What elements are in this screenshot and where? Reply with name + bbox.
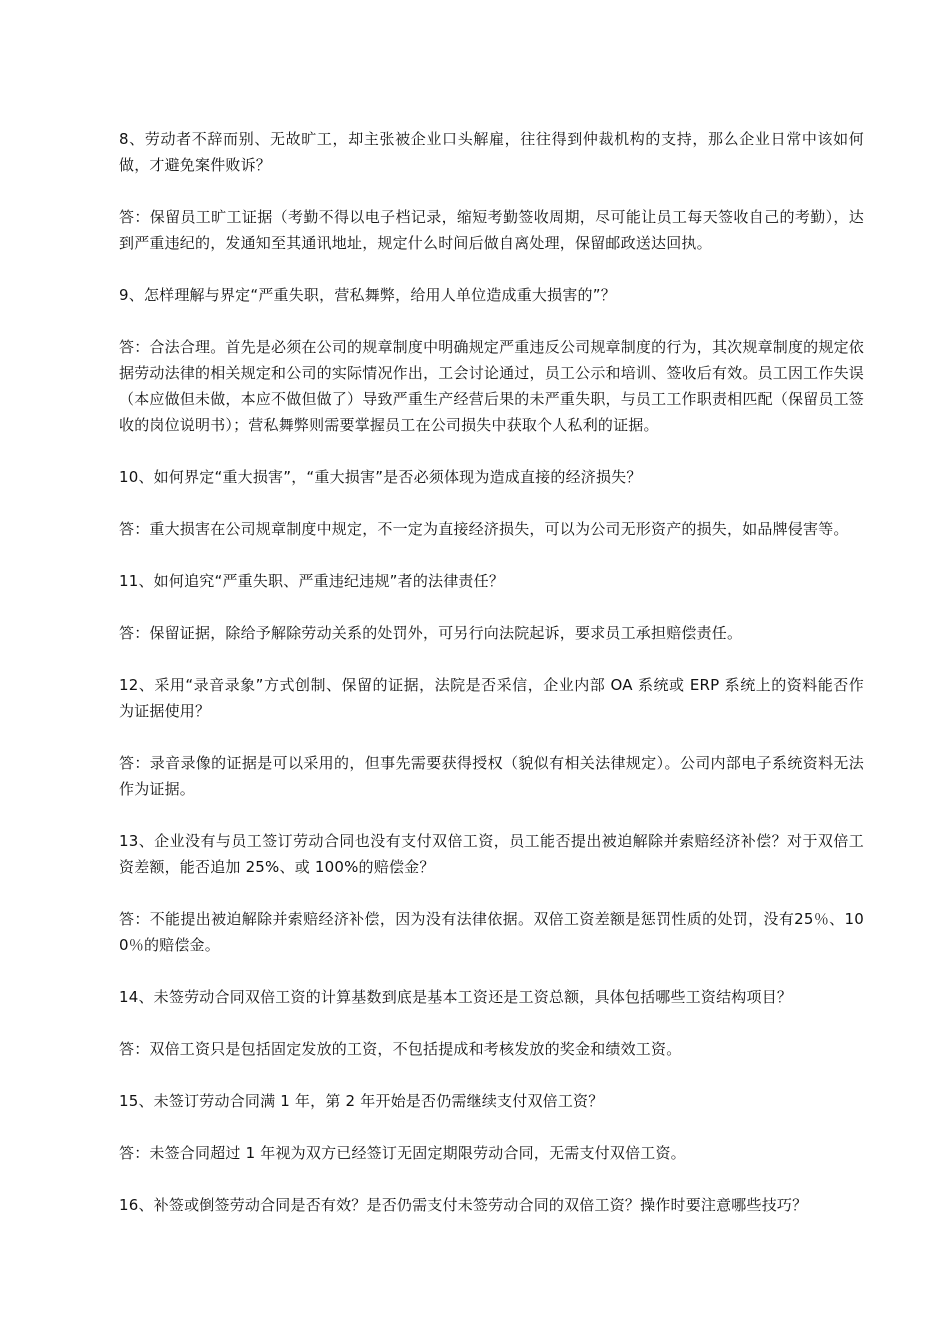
question-12: 12、采用“录音录象”方式创制、保留的证据，法院是否采信，企业内部 OA 系统或 ERP 系统上的资料能否作为证据使用？ bbox=[119, 676, 864, 720]
answer-11: 答：保留证据，除给予解除劳动关系的处罚外，可另行向法院起诉，要求员工承担赔偿责任。 bbox=[119, 624, 743, 642]
paragraph-gap bbox=[119, 880, 864, 906]
paragraph-gap bbox=[119, 1062, 864, 1088]
question-11: 11、如何追究“严重失职、严重违纪违规”者的法律责任？ bbox=[119, 572, 505, 590]
paragraph-gap bbox=[119, 1010, 864, 1036]
answer-12: 答：录音录像的证据是可以采用的，但事先需要获得授权（貌似有相关法律规定）。公司内部电子系统资料无法作为证据。 bbox=[119, 754, 864, 798]
answer-9: 答：合法合理。首先是必须在公司的规章制度中明确规定严重违反公司规章制度的行为，其次规章制度的规定依据劳动法律的相关规定和公司的实际情况作出，工会讨论通过，员工公示和培训、签收后有效。员工因工作失误（本应做但未做，本应不做但做了）导致严重生产经营后果的未严重失职，与员工工作职责相匹配（保留员工签收的岗位说明书）；营私舞弊则需要掌握员工在公司损失中获取个人私利的证据。 bbox=[119, 338, 864, 434]
paragraph-gap bbox=[119, 646, 864, 672]
paragraph-gap bbox=[119, 438, 864, 464]
paragraph-gap bbox=[119, 1114, 864, 1140]
paragraph-gap bbox=[119, 308, 864, 334]
paragraph-gap bbox=[119, 256, 864, 282]
document-body bbox=[119, 126, 864, 1218]
paragraph-gap bbox=[119, 490, 864, 516]
answer-15: 答：未签合同超过 1 年视为双方已经签订无固定期限劳动合同，无需支付双倍工资。 bbox=[119, 1144, 686, 1162]
paragraph-gap bbox=[119, 594, 864, 620]
paragraph-gap bbox=[119, 1166, 864, 1192]
question-10: 10、如何界定“重大损害”，“重大损害”是否必须体现为造成直接的经济损失？ bbox=[119, 468, 642, 486]
answer-13: 答：不能提出被迫解除并索赔经济补偿，因为没有法律依据。双倍工资差额是惩罚性质的处罚，没有25％、100％的赔偿金。 bbox=[119, 910, 864, 954]
paragraph-gap bbox=[119, 724, 864, 750]
answer-10: 答：重大损害在公司规章制度中规定，不一定为直接经济损失，可以为公司无形资产的损失，如品牌侵害等。 bbox=[119, 520, 849, 538]
question-14: 14、未签劳动合同双倍工资的计算基数到底是基本工资还是工资总额，具体包括哪些工资结构项目？ bbox=[119, 988, 793, 1006]
paragraph-gap bbox=[119, 178, 864, 204]
answer-14: 答：双倍工资只是包括固定发放的工资，不包括提成和考核发放的奖金和绩效工资。 bbox=[119, 1040, 682, 1058]
paragraph-gap bbox=[119, 958, 864, 984]
question-16: 16、补签或倒签劳动合同是否有效？是否仍需支付未签劳动合同的双倍工资？操作时要注意哪些技巧？ bbox=[119, 1196, 808, 1214]
question-13: 13、企业没有与员工签订劳动合同也没有支付双倍工资，员工能否提出被迫解除并索赔经济补偿？对于双倍工资差额，能否追加 25%、或 100%的赔偿金？ bbox=[119, 832, 864, 876]
answer-8: 答：保留员工旷工证据（考勤不得以电子档记录，缩短考勤签收周期，尽可能让员工每天签收自己的考勤），达到严重违纪的，发通知至其通讯地址，规定什么时间后做自离处理，保留邮政送达回执。 bbox=[119, 208, 864, 252]
paragraph-gap bbox=[119, 542, 864, 568]
paragraph-gap bbox=[119, 802, 864, 828]
question-15: 15、未签订劳动合同满 1 年，第 2 年开始是否仍需继续支付双倍工资？ bbox=[119, 1092, 604, 1110]
question-9: 9、怎样理解与界定“严重失职，营私舞弊，给用人单位造成重大损害的”？ bbox=[119, 286, 616, 304]
question-8: 8、劳动者不辞而别、无故旷工，却主张被企业口头解雇，往往得到仲裁机构的支持，那么企业日常中该如何做，才避免案件败诉？ bbox=[119, 130, 864, 174]
